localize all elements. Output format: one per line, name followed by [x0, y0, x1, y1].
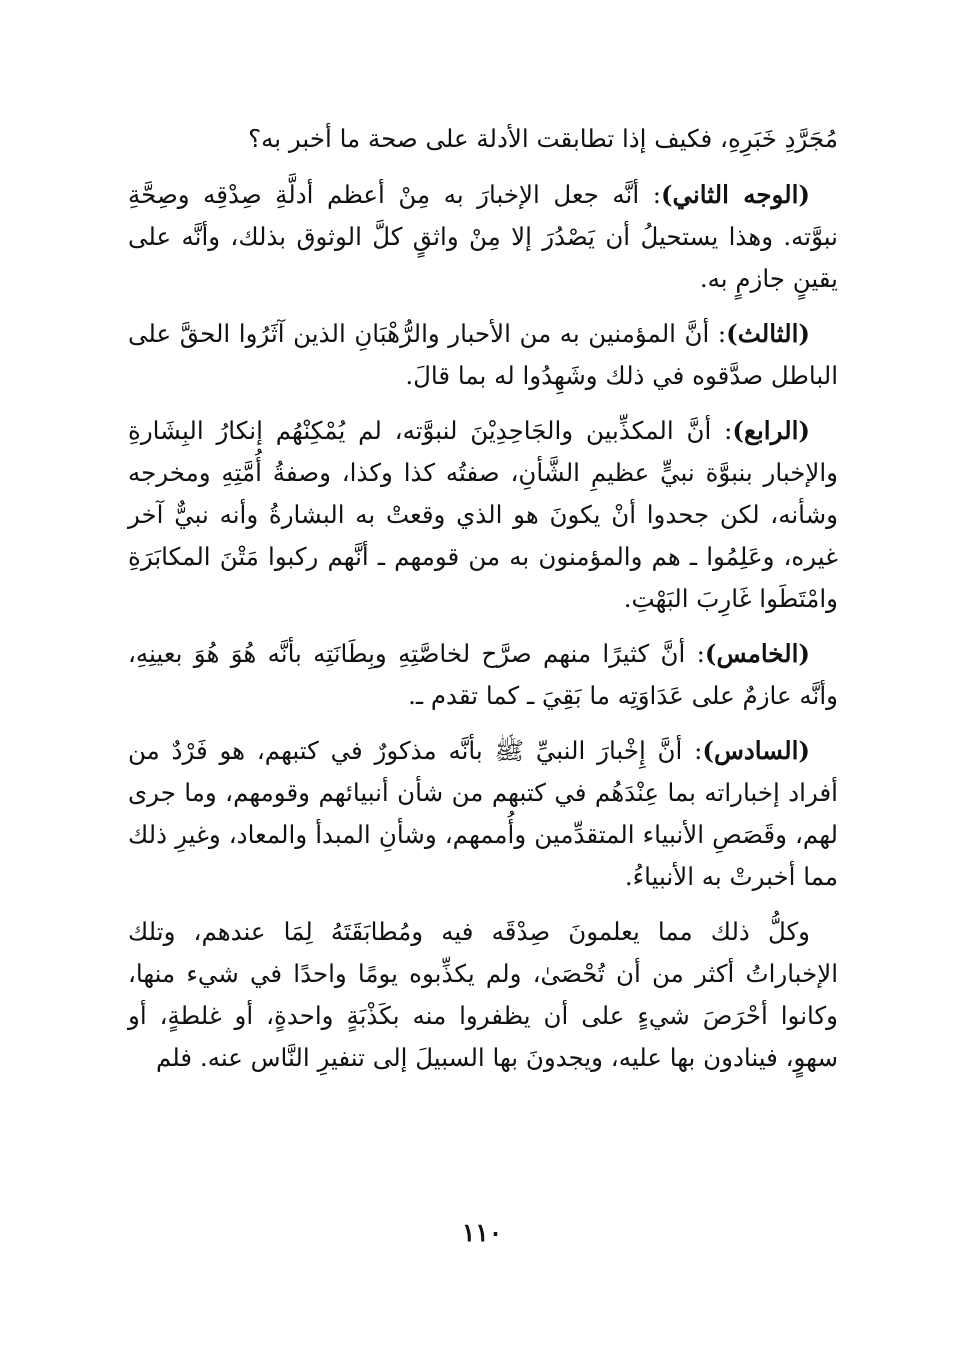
paragraph-third-aspect: [128, 313, 838, 397]
page-number: ١١٠: [461, 1218, 503, 1247]
paragraph-continuation: [128, 118, 838, 160]
paragraph-second-aspect: [128, 174, 838, 300]
paragraph-text: : أنَّ المؤمنين به من الأحبار والرُّهْبَانِ الذين آثَرُوا الحقَّ على الباطل صدَّقوه في ذلك وشَهِدُوا له بما قالَ.: [128, 319, 838, 390]
paragraph-text: مُجَرَّدِ خَبَرِهِ، فكيف إذا تطابقت الأدلة على صحة ما أخبر به؟: [248, 124, 838, 153]
paragraph-text: : أنَّ كثيرًا منهم صرَّح لخاصَّتِهِ وبِطَانَتِه بأنَّه هُوَ هُوَ بعينِهِ، وأنَّه عازمٌ على عَدَاوَتِه ما بَقِيَ ـ كما تقدم ـ.: [128, 639, 838, 710]
paragraph-heading: (الرابع): [732, 416, 810, 445]
paragraph-fifth-aspect: [128, 633, 838, 717]
paragraph-text: : أنَّه جعل الإخبارَ به مِنْ أعظم أدلَّةِ صِدْقِه وصِحَّةِ نبوَّته. وهذا يستحيلُ أن يَصْدُرَ إلا مِنْ واثقٍ كلَّ الوثوق بذلك، وأنَّه على يقينٍ جازمٍ به.: [128, 180, 838, 293]
paragraph-heading: (الثالث): [726, 319, 810, 348]
paragraph-text: وكلُّ ذلك مما يعلمونَ صِدْقَه فيه ومُطابَقَتَهُ لِمَا عندهم، وتلك الإخباراتُ أكثر من أن تُحْصَىٰ، ولم يكذِّبوه يومًا واحدًا في شيء منها، وكانوا أحْرَصَ شيءٍ على أن يظفروا منه بكَذْبَةٍ واحدةٍ، أو غلطةٍ، أو سهوٍ، فينادون بها عليه، ويجدونَ بها السبيلَ إلى تنفيرِ النَّاس عنه. فلم: [128, 917, 838, 1072]
paragraph-fourth-aspect: [128, 410, 838, 620]
paragraph-text: : أنَّ المكذِّبين والجَاحِدِيْنَ لنبوَّته، لم يُمْكِنْهُم إنكارُ البِشَارةِ والإخبار بنبوَّة نبيٍّ عظيمِ الشَّأنِ، صفتُه كذا وكذا، وصفةُ أُمَّتِهِ ومخرجه وشأنه، لكن جحدوا أنْ يكونَ هو الذي وقعتْ به البشارةُ وأنه نبيٌّ آخر غيره، وعَلِمُوا ـ هم والمؤمنون به من قومهم ـ أنَّهم ركبوا مَتْنَ المكابَرَةِ وامْتَطَوا غَارِبَ البَهْتِ.: [128, 416, 838, 613]
paragraph-heading: (الوجه الثاني): [660, 180, 810, 209]
paragraph-closing: [128, 911, 838, 1079]
paragraph-heading: (السادس): [702, 736, 810, 765]
paragraph-heading: (الخامس): [704, 639, 810, 668]
paragraph-sixth-aspect: [128, 730, 838, 898]
page-body: [128, 118, 838, 1092]
paragraph-text: : أنَّ إِخْبارَ النبيِّ ﷺ بأنَّه مذكورٌ في كتبهم، هو فَرْدٌ من أفراد إخباراته بما عِنْدَهُم في كتبهم من شأن أنبيائهم وقومهم، وما جرى لهم، وقَصَصِ الأنبياء المتقدِّمين وأُممهم، وشأنِ المبدأ والمعاد، وغيرِ ذلك مما أخبرتْ به الأنبياءُ.: [128, 736, 838, 891]
